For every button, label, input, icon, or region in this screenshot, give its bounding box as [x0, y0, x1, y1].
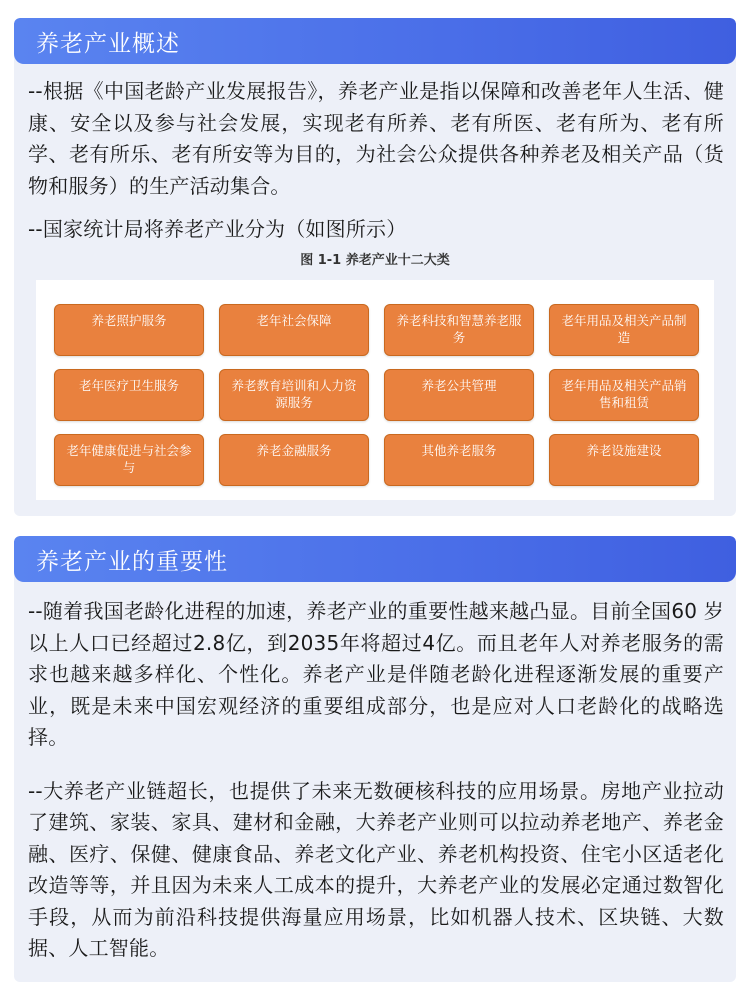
importance-title: 养老产业的重要性 [36, 548, 228, 575]
industry-categories-figure [36, 280, 714, 500]
importance-card [14, 536, 736, 982]
category-box: 老年用品及相关产品制造 [549, 304, 699, 356]
category-box: 养老金融服务 [219, 434, 369, 486]
category-box: 老年医疗卫生服务 [54, 369, 204, 421]
overview-paragraph: --根据《中国老龄产业发展报告》，养老产业是指以保障和改善老年人生活、健康、安全以及参与社会发展，实现老有所养、老有所医、老有所为、老有所学、老有所乐、老有所安等为目的，为社会公众提供各种养老及相关产品（货物和服务）的生产活动集合。 [28, 79, 724, 198]
category-box: 养老设施建设 [549, 434, 699, 486]
overview-card [14, 18, 736, 516]
category-box: 老年健康促进与社会参与 [54, 434, 204, 486]
category-box: 老年社会保障 [219, 304, 369, 356]
category-box: 养老科技和智慧养老服务 [384, 304, 534, 356]
importance-paragraph-2: --大养老产业链超长，也提供了未来无数硬核科技的应用场景。房地产业拉动了建筑、家装、家具、建材和金融，大养老产业则可以拉动养老地产、养老金融、医疗、保健、健康食品、养老文化产业、养老机构投资、住宅小区适老化改造等等，并且因为未来人工成本的提升，大养老产业的发展必定通过数智化手段，从而为前沿科技提供海量应用场景，比如机器人技术、区块链、大数据、人工智能。 [28, 778, 724, 960]
overview-header [14, 18, 736, 64]
figure-caption: 图 1-1 养老产业十二大类 [300, 252, 450, 268]
overview-title: 养老产业概述 [36, 30, 180, 57]
category-box: 养老公共管理 [384, 369, 534, 421]
category-box: 老年用品及相关产品销售和租赁 [549, 369, 699, 421]
classification-intro: --国家统计局将养老产业分为（如图所示） [28, 217, 407, 241]
category-box: 养老照护服务 [54, 304, 204, 356]
category-box: 养老教育培训和人力资源服务 [219, 369, 369, 421]
importance-paragraph-1: --随着我国老龄化进程的加速，养老产业的重要性越来越凸显。目前全国60 岁以上人口已经超过2.8亿，到2035年将超过4亿。而且老年人对养老服务的需求也越来越多样化、个性化。养老产业是伴随老龄化进程逐渐发展的重要产业，既是未来中国宏观经济的重要组成部分，也是应对人口老龄化的战略选择。 [28, 599, 724, 749]
category-box: 其他养老服务 [384, 434, 534, 486]
importance-header [14, 536, 736, 582]
